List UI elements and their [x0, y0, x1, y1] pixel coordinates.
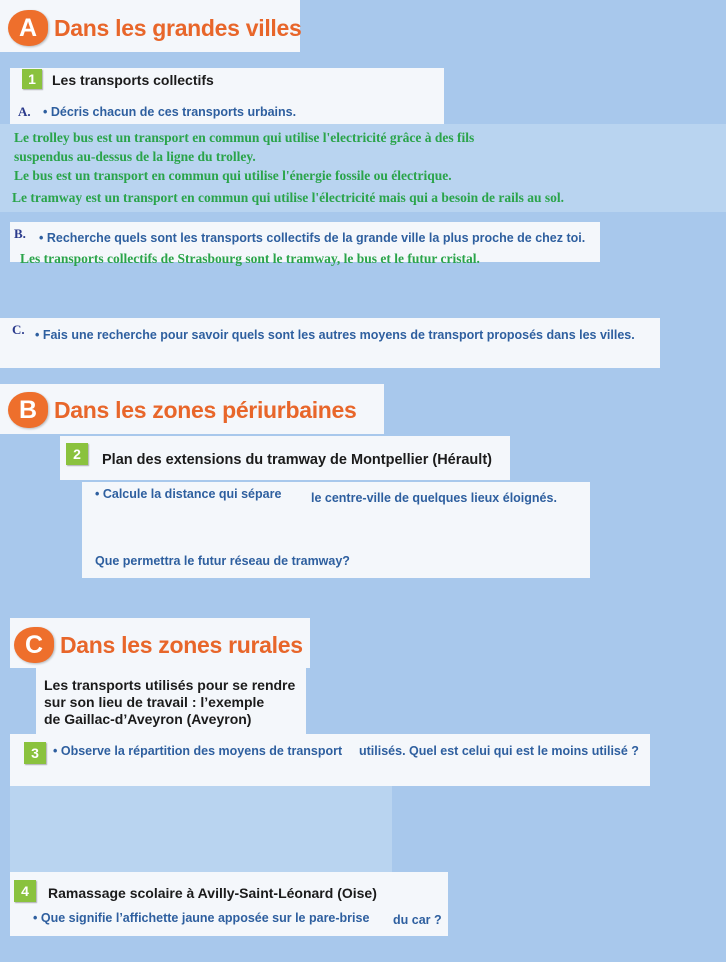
- section-a-title: Dans les grandes villes: [54, 14, 302, 41]
- section-c-badge: C: [14, 627, 54, 663]
- answer-a-line-2: suspendus au-dessus de la ligne du trolley.: [14, 149, 256, 164]
- item-3-question-1: • Observe la répartition des moyens de transport: [50, 743, 345, 759]
- section-c-caption-line-2: sur son lieu de travail : l’exemple: [44, 694, 265, 710]
- answer-b: Les transports collectifs de Strasbourg sont le tramway, le bus et le futur cristal.: [20, 251, 480, 266]
- section-b-badge: B: [8, 392, 48, 428]
- section-b-header: [8, 392, 357, 428]
- section-c-caption-line-1: Les transports utilisés pour se rendre: [44, 677, 296, 693]
- question-b-text: • Recherche quels sont les transports collectifs de la grande ville la plus proche de chez toi.: [36, 230, 588, 246]
- item-3-number: 3: [24, 742, 46, 764]
- section-b-title: Dans les zones périurbaines: [54, 396, 357, 423]
- item-2-number: 2: [66, 443, 88, 465]
- question-c-letter: C.: [12, 322, 25, 337]
- item-2-question-1-cont: le centre-ville de quelques lieux éloignés.: [308, 490, 560, 506]
- item-4-heading: Ramassage scolaire à Avilly-Saint-Léonard (Oise): [48, 885, 377, 901]
- answer-a-line-4: Le tramway est un transport en commun qui utilise l'électricité mais qui a besoin de rails au sol.: [12, 190, 564, 205]
- question-a-letter: A.: [18, 104, 31, 119]
- question-a-text: • Décris chacun de ces transports urbains.: [40, 104, 299, 120]
- item-3-question-1-cont: utilisés. Quel est celui qui est le moins utilisé ?: [356, 743, 642, 759]
- item-1-number: 1: [22, 69, 42, 89]
- section-c-caption-line-3: de Gaillac-d’Aveyron (Aveyron): [44, 711, 252, 727]
- item-2-question-2: Que permettra le futur réseau de tramway?: [92, 553, 353, 569]
- section-c-title: Dans les zones rurales: [60, 631, 303, 658]
- item-4-question-1-cont: du car ?: [390, 912, 445, 928]
- section-c-caption: [44, 677, 295, 728]
- question-c-text: • Fais une recherche pour savoir quels sont les autres moyens de transport proposés dans les villes.: [32, 327, 638, 343]
- answer-a-line-1: Le trolley bus est un transport en commun qui utilise l'electricité grâce à des fils: [14, 130, 475, 145]
- answer-a-line-3: Le bus est un transport en commun qui utilise l'énergie fossile ou électrique.: [14, 168, 452, 183]
- item-2-heading: Plan des extensions du tramway de Montpellier (Hérault): [102, 452, 492, 468]
- section-c-header: [14, 627, 303, 663]
- item-4-question-1: • Que signifie l’affichette jaune apposée sur le pare-brise: [30, 910, 372, 926]
- item-1-heading: Les transports collectifs: [52, 72, 214, 88]
- item-2-question-1: • Calcule la distance qui sépare: [92, 486, 284, 502]
- section-a-header: [8, 10, 302, 46]
- question-b-letter: B.: [14, 226, 26, 241]
- section-a-badge: A: [8, 10, 48, 46]
- item-4-number: 4: [14, 880, 36, 902]
